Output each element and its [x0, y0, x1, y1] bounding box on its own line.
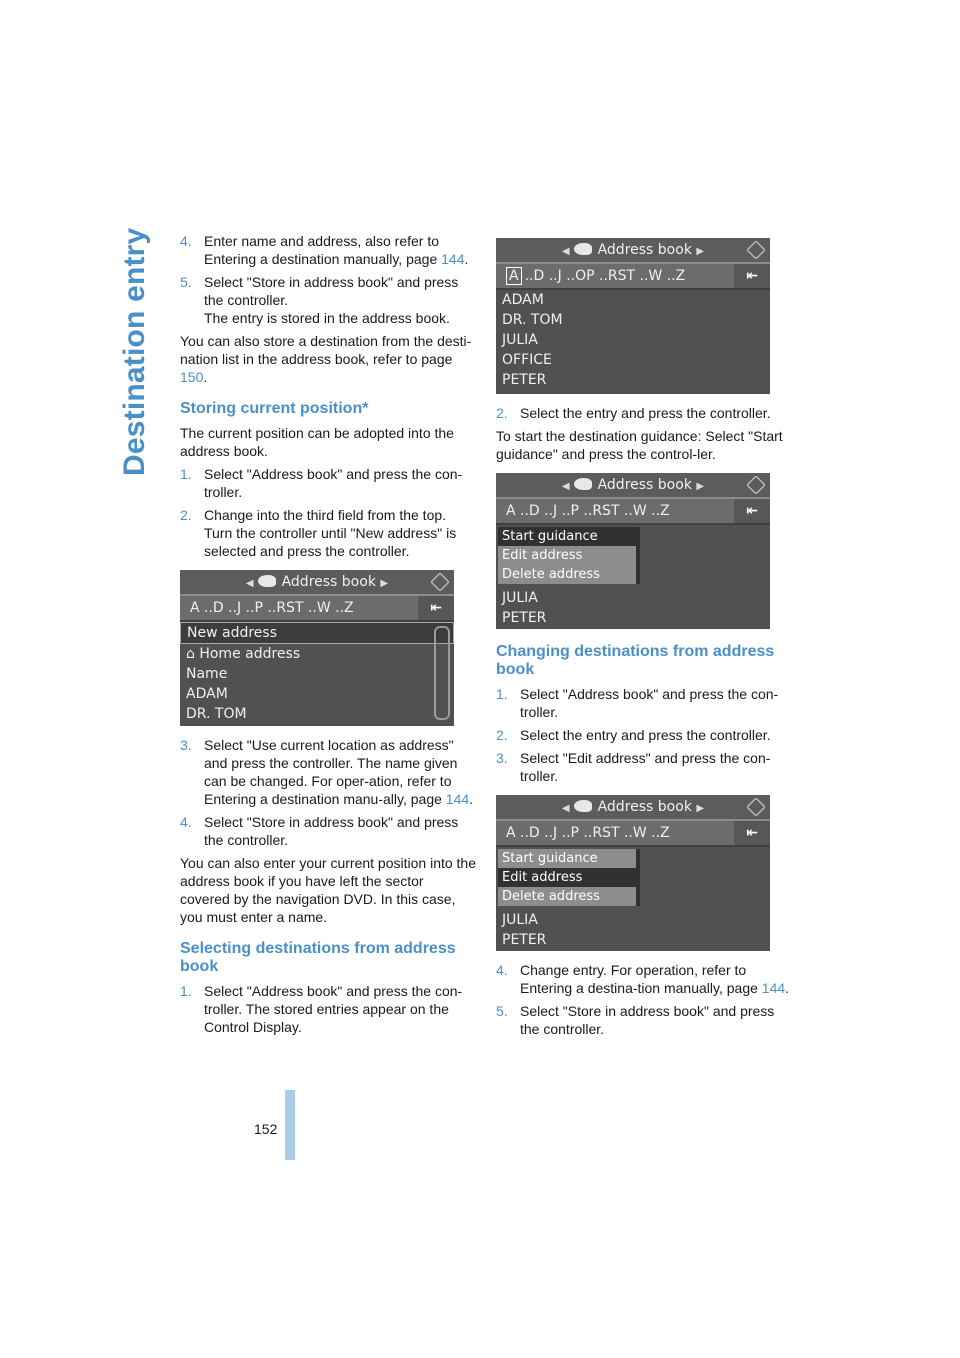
list-item[interactable]: OFFICE: [502, 352, 552, 368]
control-display-screen: [180, 570, 454, 726]
step-number: 5.: [180, 274, 192, 290]
step-number: 1.: [180, 983, 192, 999]
step-number: 4.: [180, 233, 192, 249]
list-item: [496, 1002, 792, 1038]
list-item: [180, 506, 476, 560]
step-text: Select the entry and press the controller.: [520, 405, 771, 421]
left-arrow-icon: ◀: [561, 246, 570, 257]
back-icon[interactable]: ⇤: [734, 264, 770, 288]
list-item: [180, 273, 476, 327]
left-arrow-icon: ◀: [561, 803, 570, 814]
screen-header: ◀ Address book ▶: [496, 238, 770, 262]
alphabet-bar[interactable]: A ..D ..J ..P ..RST ..W ..Z ⇤: [496, 819, 770, 847]
paragraph: You can also store a destination from the desti-nation list in the address book, refer to page 150.: [180, 333, 472, 385]
selected-letter[interactable]: A: [506, 267, 522, 285]
menu-item[interactable]: Start guidance: [498, 527, 636, 546]
list-item: [496, 749, 792, 785]
list-item: [180, 232, 476, 268]
step-text: Select "Store in address book" and press the controller.: [204, 274, 459, 308]
page-marker-bar: [285, 1090, 295, 1160]
step-number: 4.: [180, 814, 192, 830]
entry-list: [496, 290, 770, 390]
list-item[interactable]: PETER: [502, 610, 547, 626]
page-link[interactable]: 144: [441, 251, 465, 267]
options-icon: [746, 797, 766, 817]
step-text: Change entry. For operation, refer to Entering a destina-tion manually, page: [520, 962, 762, 996]
step-text: Enter name and address, also refer to Entering a destination manually, page: [204, 233, 442, 267]
alphabet-bar[interactable]: A ..D ..J ..P ..RST ..W ..Z ⇤: [180, 594, 454, 622]
page-link[interactable]: 144: [445, 791, 470, 807]
back-icon[interactable]: ⇤: [734, 821, 770, 845]
screen-header: ◀ Address book ▶: [180, 570, 454, 594]
page-link[interactable]: 144: [761, 980, 786, 996]
step-text: Select "Address book" and press the con-troller.: [204, 466, 463, 500]
step-number: 1.: [180, 466, 192, 482]
step-list: [496, 685, 792, 785]
step-text: Select the entry and press the controller.: [520, 727, 771, 743]
list-item[interactable]: JULIA: [502, 912, 538, 928]
alphabet-bar[interactable]: A ..D ..J ..P ..RST ..W ..Z ⇤: [496, 497, 770, 525]
heading-storing-position: Storing current position*: [180, 400, 369, 417]
list-item[interactable]: ADAM: [502, 292, 544, 308]
step-text: .: [785, 980, 790, 996]
left-arrow-icon: ◀: [245, 578, 254, 589]
right-arrow-icon: ▶: [696, 481, 705, 492]
list-item: [496, 404, 792, 422]
list-item[interactable]: PETER: [502, 932, 547, 948]
heading-selecting-destinations: Selecting destinations from address book: [180, 940, 456, 975]
paragraph: You can also enter your current position into the address book if you have left the sector covered by the navigation DVD. In this case, you must enter a name.: [180, 855, 477, 925]
step-text: .: [464, 251, 469, 267]
right-arrow-icon: ▶: [380, 578, 389, 589]
step-number: 4.: [496, 962, 508, 978]
right-arrow-icon: ▶: [696, 803, 705, 814]
menu-item[interactable]: Edit address: [502, 548, 583, 563]
list-item: [180, 982, 476, 1036]
step-number: 2.: [496, 727, 508, 743]
step-text: Select "Store in address book" and press the controller.: [204, 814, 459, 848]
step-number: 3.: [180, 737, 192, 753]
address-book-icon: [574, 800, 592, 812]
list-item: [496, 726, 792, 744]
right-column: [496, 238, 792, 1043]
paragraph: To start the destination guidance: Select "Start guidance" and press the control-ler.: [496, 428, 783, 462]
alphabet-bar[interactable]: A ..D ..J ..OP ..RST ..W ..Z ⇤: [496, 262, 770, 290]
step-list: [180, 982, 476, 1036]
control-display-screen: [496, 795, 770, 951]
control-display-screen: [496, 238, 770, 394]
options-icon: [430, 572, 450, 592]
left-arrow-icon: ◀: [561, 481, 570, 492]
page-number: 152: [254, 1121, 278, 1137]
menu-item[interactable]: Delete address: [502, 567, 600, 582]
list-item[interactable]: JULIA: [502, 332, 538, 348]
step-number: 1.: [496, 686, 508, 702]
step-list: [496, 404, 792, 422]
scrollbar[interactable]: [434, 626, 450, 720]
list-item[interactable]: DR. TOM: [502, 312, 563, 328]
entry-list: [496, 847, 770, 951]
screen-header: ◀ Address book ▶: [496, 795, 770, 819]
step-text: Select "Store in address book" and press the controller.: [520, 1003, 775, 1037]
step-text: Change into the third field from the top. Turn the controller until "New address" is selected and press the controller.: [204, 507, 457, 559]
menu-item[interactable]: Edit address: [498, 868, 636, 887]
step-text: Select "Address book" and press the con-troller. The stored entries appear on the Control Display.: [204, 983, 463, 1035]
list-item[interactable]: Name: [186, 666, 228, 682]
step-list: [180, 465, 476, 560]
back-icon[interactable]: ⇤: [734, 499, 770, 523]
left-column: [180, 232, 476, 1041]
heading-changing-destinations: Changing destinations from address book: [496, 643, 775, 678]
paragraph: The current position can be adopted into the address book.: [180, 425, 454, 459]
options-icon: [746, 475, 766, 495]
list-item: [180, 813, 476, 849]
step-text: Select "Use current location as address" and press the controller. The name given can be changed. For oper-ation, refer to Entering a destination manu-ally, page: [204, 737, 458, 807]
address-book-icon: [574, 243, 592, 255]
step-list: [496, 961, 792, 1038]
options-icon: [746, 240, 766, 260]
step-text: .: [469, 791, 474, 807]
list-item[interactable]: New address: [180, 622, 454, 644]
step-number: 2.: [496, 405, 508, 421]
screen-header: ◀ Address book ▶: [496, 473, 770, 497]
step-number: 3.: [496, 750, 508, 766]
address-book-icon: [258, 575, 276, 587]
address-book-icon: [574, 478, 592, 490]
context-menu: [498, 849, 640, 906]
list-item[interactable]: ADAM: [186, 686, 228, 702]
entry-list: [180, 622, 454, 724]
list-item[interactable]: ⌂ Home address: [186, 646, 301, 662]
list-item[interactable]: JULIA: [502, 590, 538, 606]
list-item: [180, 736, 476, 808]
list-item: [496, 685, 792, 721]
list-item: [180, 465, 476, 501]
step-text: Select "Edit address" and press the con-troller.: [520, 750, 771, 784]
step-list: [180, 232, 476, 327]
back-icon[interactable]: ⇤: [418, 596, 454, 620]
list-item: [496, 961, 792, 997]
page-link[interactable]: 150: [180, 369, 204, 385]
context-menu: [498, 527, 640, 584]
control-display-screen: [496, 473, 770, 629]
entry-list: [496, 525, 770, 629]
step-number: 5.: [496, 1003, 508, 1019]
step-text: Select "Address book" and press the con-troller.: [520, 686, 779, 720]
list-item[interactable]: DR. TOM: [186, 706, 247, 722]
section-side-title: Destination entry: [118, 228, 151, 477]
menu-item[interactable]: Start guidance: [502, 851, 598, 866]
step-number: 2.: [180, 507, 192, 523]
list-item[interactable]: PETER: [502, 372, 547, 388]
menu-item[interactable]: Delete address: [502, 889, 600, 904]
step-list: [180, 736, 476, 849]
step-text: The entry is stored in the address book.: [204, 310, 450, 326]
right-arrow-icon: ▶: [696, 246, 705, 257]
